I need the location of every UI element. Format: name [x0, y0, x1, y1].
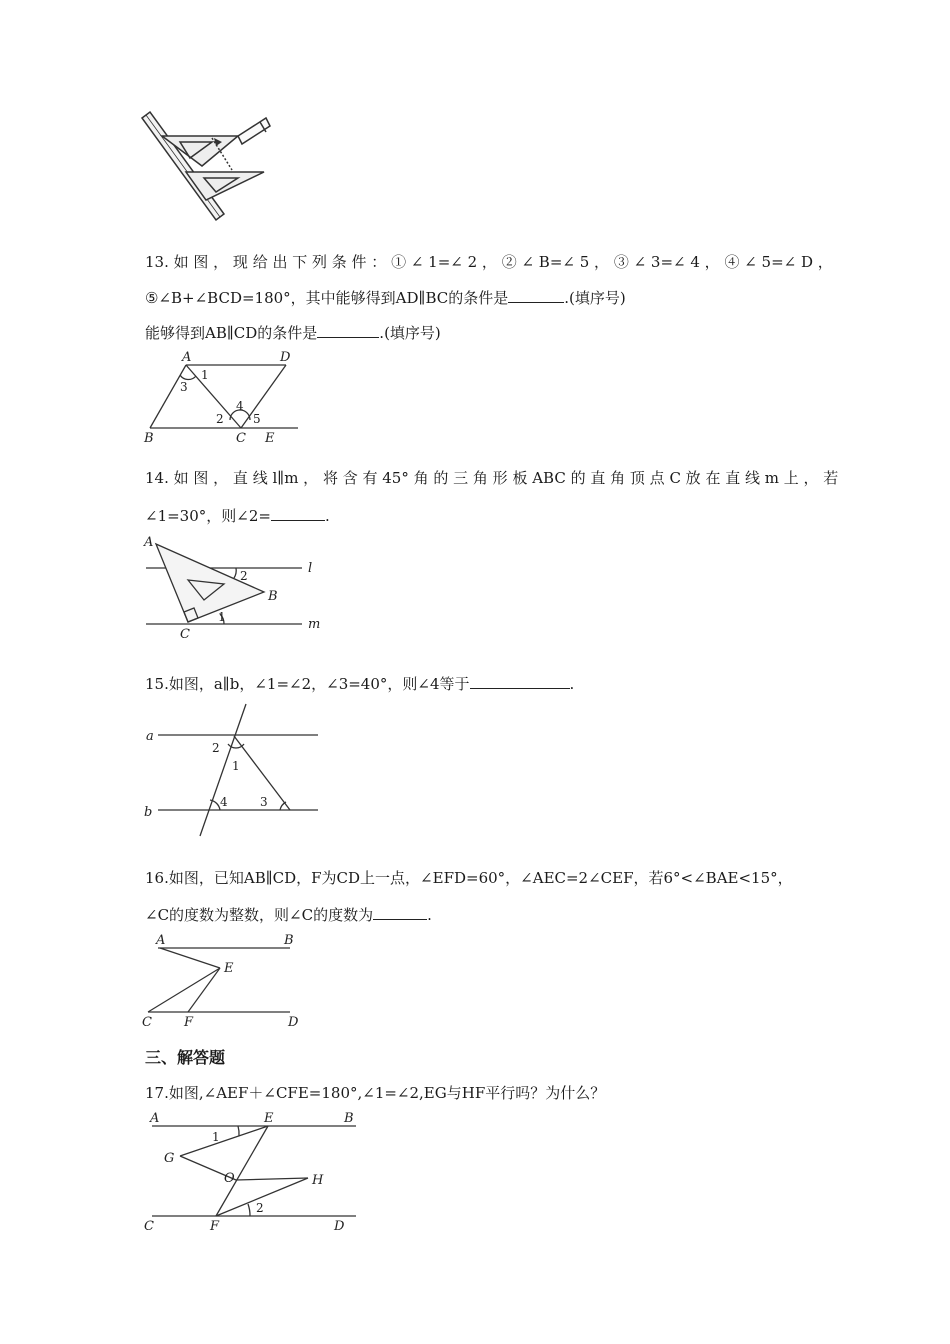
q17-label-O: O: [224, 1171, 235, 1186]
q13-label-D: D: [280, 350, 291, 365]
q17-label-F: F: [210, 1219, 220, 1234]
q17-label-A: A: [150, 1111, 160, 1126]
q13-answer-blank-1[interactable]: [508, 288, 564, 303]
q16-label-C: C: [142, 1015, 152, 1030]
q17-figure: [140, 1106, 360, 1236]
q13-line2: [145, 288, 626, 308]
q17-label-H: H: [312, 1173, 324, 1188]
q15-angle-4: 4: [220, 795, 228, 809]
q13-label-E: E: [265, 431, 275, 446]
q14-label-C: C: [180, 627, 190, 642]
ruler-setsquare-figure: [140, 108, 280, 228]
q15-figure: [140, 700, 330, 840]
q16-label-A: A: [156, 933, 166, 948]
section-title: 三、解答题: [145, 1048, 226, 1067]
q13-label-A: A: [182, 350, 192, 365]
q16-label-D: D: [288, 1015, 299, 1030]
q15-label-a: a: [146, 729, 154, 744]
q16-line2: [145, 905, 432, 925]
q17-angle-2: 2: [256, 1201, 264, 1215]
q14-angle-1: 1: [218, 610, 226, 624]
q17-label-B: B: [344, 1111, 354, 1126]
q15-angle-1: 1: [232, 759, 240, 773]
q15-line1-text: 15.如图，a∥b，∠1=∠2，∠3=40°，则∠4等于: [145, 675, 470, 693]
q14-line2-text: ∠1=30°，则∠2=: [145, 507, 271, 525]
q15-line1-suffix: .: [569, 675, 575, 693]
q13-line1: 13. 如 图 ， 现 给 出 下 列 条 件 ： ① ∠ 1=∠ 2 ， ② ∠ B=∠ 5 ， ③ ∠ 3=∠ 4 ， ④ ∠ 5=∠ D ，: [145, 253, 833, 271]
q16-answer-blank[interactable]: [373, 905, 427, 920]
q17-label-G: G: [164, 1151, 175, 1166]
q14-line1: 14. 如 图 ， 直 线 l∥m ， 将 含 有 45° 角 的 三 角 形 板 ABC 的 直 角 顶 点 C 放 在 直 线 m 上 ， 若: [145, 469, 839, 487]
q14-line2-suffix: .: [324, 507, 330, 525]
q14-angle-2: 2: [240, 569, 248, 583]
q14-line2: [145, 506, 330, 526]
q17-angle-1: 1: [212, 1130, 220, 1144]
q17-label-D: D: [334, 1219, 345, 1234]
q16-label-B: B: [284, 933, 294, 948]
q13-line2-text: ⑤∠B+∠BCD=180°，其中能够得到AD∥BC的条件是: [145, 289, 509, 307]
q13-line3-suffix: .(填序号): [379, 324, 441, 342]
q16-label-E: E: [224, 961, 234, 976]
q13-line3-text: 能够得到AB∥CD的条件是: [145, 324, 318, 342]
q13-label-B: B: [144, 431, 154, 446]
q17-label-C: C: [144, 1219, 154, 1234]
q15-label-b: b: [144, 805, 153, 820]
q15-angle-2: 2: [212, 741, 220, 755]
q16-figure: [140, 930, 310, 1030]
q13-answer-blank-2[interactable]: [317, 323, 379, 338]
q13-line3: [145, 323, 441, 343]
q15-answer-blank[interactable]: [470, 674, 570, 689]
q13-angle-4: 4: [236, 399, 244, 413]
q16-line2-text: ∠C的度数为整数，则∠C的度数为: [145, 906, 374, 924]
q13-angle-2: 2: [216, 412, 224, 426]
q15-angle-3: 3: [260, 795, 268, 809]
q17-line1: 17.如图,∠AEF＋∠CFE=180°,∠1=∠2,EG与HF平行吗？为什么？: [145, 1084, 606, 1102]
q14-figure: [140, 532, 330, 642]
q15-line1: [145, 674, 574, 694]
q14-answer-blank[interactable]: [271, 506, 325, 521]
q13-angle-3: 3: [180, 380, 188, 394]
q14-label-A: A: [144, 535, 154, 550]
q13-line2-suffix: .(填序号): [564, 289, 626, 307]
q16-line1: 16.如图，已知AB∥CD，F为CD上一点，∠EFD=60°，∠AEC=2∠CEF，若6°<∠BAE<15°，: [145, 869, 793, 887]
q14-label-m: m: [308, 617, 321, 632]
q14-label-l: l: [308, 561, 313, 576]
q16-line2-suffix: .: [427, 906, 432, 924]
q13-figure: [140, 350, 300, 444]
q14-label-B: B: [268, 589, 278, 604]
q13-label-C: C: [236, 431, 246, 446]
q13-angle-5: 5: [253, 412, 261, 426]
q16-label-F: F: [184, 1015, 194, 1030]
q17-label-E: E: [264, 1111, 274, 1126]
q13-angle-1: 1: [201, 368, 209, 382]
